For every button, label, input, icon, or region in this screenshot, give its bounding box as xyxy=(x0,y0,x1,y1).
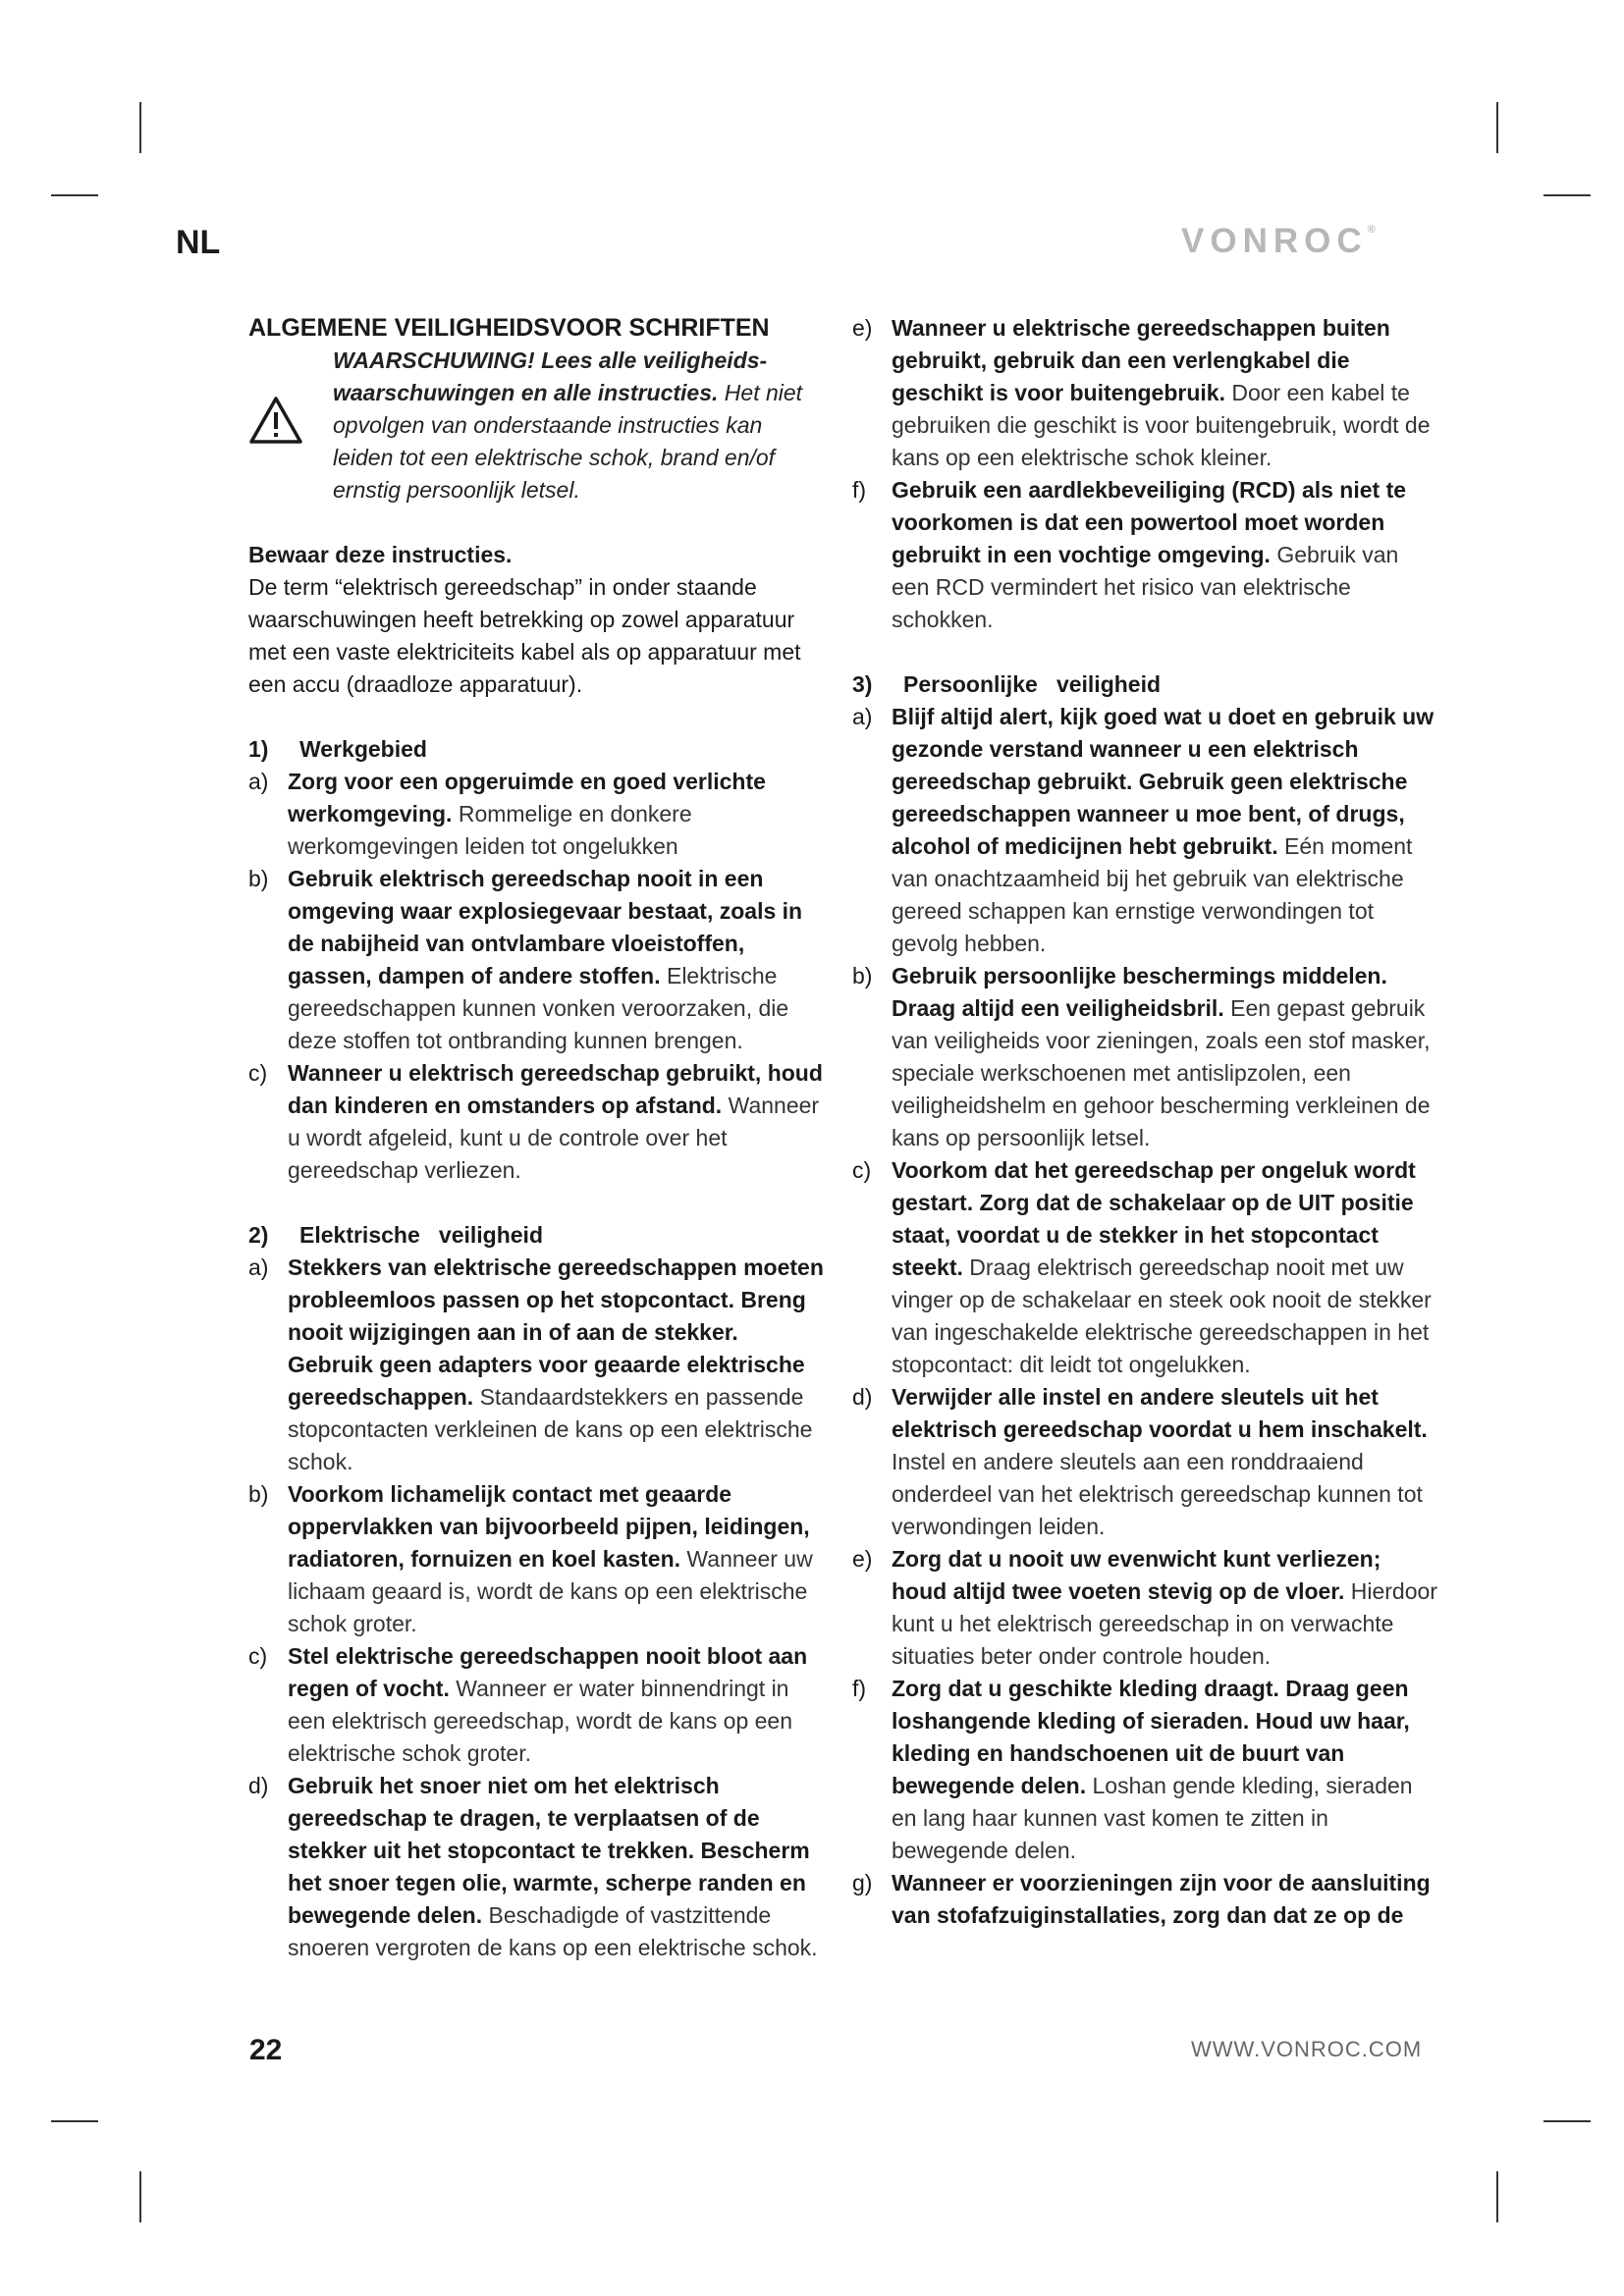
item-text: Elektrische gereedschappen kunnen vonken veroorzaken, die deze stoffen tot ontbranding kunnen brengen. xyxy=(288,963,789,1053)
right-column xyxy=(852,312,1441,1932)
left-column xyxy=(248,312,828,1964)
item-bold: Stekkers van elektrische gereedschappen moeten probleemloos passen op het stopcontact. Breng nooit wijzigingen aan in of aan de stekker. Gebruik geen adapters voor geaarde elektrische gereedschappen. xyxy=(288,1255,824,1410)
item-marker: d) xyxy=(248,1773,269,1798)
language-code: NL xyxy=(176,224,221,261)
section-heading: Werkgebied xyxy=(299,736,427,762)
item-text: Instel en andere sleutels aan een ronddraaiend onderdeel van het elektrisch gereedschap kunnen tot verwondingen leiden. xyxy=(892,1449,1423,1539)
item-text: Eén moment van onachtzaamheid bij het gebruik van elektrische gereed schappen kan ernstige verwondingen tot gevolg hebben. xyxy=(892,833,1413,956)
section-number: 3) xyxy=(852,671,873,697)
section-heading-work-area xyxy=(248,733,828,766)
item-text: Door een kabel te gebruiken die geschikt is voor buitengebruik, wordt de kans op een elektrische schok kleiner. xyxy=(892,380,1431,470)
item-bold: Wanneer u elektrisch gereedschap gebruikt, houd dan kinderen en omstanders op afstand. xyxy=(288,1060,823,1118)
list-item xyxy=(852,1673,1441,1867)
list-item xyxy=(248,863,828,1057)
item-bold: Verwijder alle instel en andere sleutels uit het elektrisch gereedschap voordat u hem inschakelt. xyxy=(892,1384,1428,1442)
section-heading: Persoonlijke veiligheid xyxy=(903,671,1162,697)
section-number: 2) xyxy=(248,1222,269,1248)
list-item xyxy=(248,1770,828,1964)
crop-mark xyxy=(1496,2171,1498,2222)
page-number: 22 xyxy=(249,2034,283,2066)
item-bold: Gebruik een aardlekbeveiliging (RCD) als niet te voorkomen is dat een powertool moet worden gebruikt in een vochtige omgeving. xyxy=(892,477,1407,567)
item-bold: Voorkom dat het gereedschap per ongeluk wordt gestart. Zorg dat de schakelaar op de UIT positie staat, voordat u de stekker in het stopcontact steekt. xyxy=(892,1157,1416,1280)
item-text: Wanneer er water binnendringt in een elektrisch gereedschap, wordt de kans op een elektrische schok groter. xyxy=(288,1676,792,1766)
brand-logo xyxy=(1181,222,1376,261)
item-bold: Zorg voor een opgeruimde en goed verlichte werkomgeving. xyxy=(288,769,766,827)
list-item xyxy=(248,1057,828,1187)
warning-block xyxy=(248,345,828,507)
item-bold: Zorg dat u nooit uw evenwicht kunt verliezen; houd altijd twee voeten stevig op de vloer. xyxy=(892,1546,1381,1604)
crop-mark xyxy=(51,194,98,196)
item-bold: Wanneer u elektrische gereedschappen buiten gebruikt, gebruik dan een verlengkabel die geschikt is voor buitengebruik. xyxy=(892,315,1390,405)
item-marker: c) xyxy=(248,1060,268,1086)
warning-body: Het niet opvolgen van onderstaande instructies kan leiden tot een elektrische schok, brand en/of ernstig persoonlijk letsel. xyxy=(333,380,803,503)
crop-mark xyxy=(1543,2120,1591,2122)
item-bold: Gebruik elektrisch gereedschap nooit in een omgeving waar explosiegevaar bestaat, zoals in de nabijheid van ontvlambare vloeistoffen, gassen, dampen of andere stoffen. xyxy=(288,866,803,988)
item-marker: f) xyxy=(852,1676,867,1701)
section-title: ALGEMENE VEILIGHEIDSVOOR SCHRIFTEN xyxy=(248,314,770,342)
crop-mark xyxy=(139,102,141,153)
warning-triangle-icon xyxy=(248,396,303,445)
crop-mark xyxy=(1496,102,1498,153)
list-item xyxy=(852,960,1441,1154)
list-item xyxy=(852,474,1441,636)
item-text: Hierdoor kunt u het elektrisch gereedschap in on verwachte situaties beter onder controle houden. xyxy=(892,1578,1437,1669)
list-item xyxy=(852,1543,1441,1673)
list-item xyxy=(852,701,1441,960)
item-marker: f) xyxy=(852,477,867,503)
item-text: Standaardstekkers en passende stopcontacten verkleinen de kans op een elektrische schok. xyxy=(288,1384,813,1474)
item-text: Wanneer uw lichaam geaard is, wordt de kans op een elektrische schok groter. xyxy=(288,1546,813,1636)
item-marker: g) xyxy=(852,1870,873,1896)
item-bold: Gebruik persoonlijke beschermings middelen. Draag altijd een veiligheidsbril. xyxy=(892,963,1387,1021)
item-marker: b) xyxy=(852,963,873,988)
warning-text xyxy=(333,345,828,507)
item-marker: c) xyxy=(248,1643,268,1669)
brand-name: VONROC xyxy=(1181,222,1368,260)
keep-instructions-text: De term “elektrisch gereedschap” in onder staande waarschuwingen heeft betrekking op zowel apparatuur met een vaste elektriciteits kabel als op apparatuur met een accu (draadloze apparatuur). xyxy=(248,574,801,697)
item-bold: Wanneer er voorzieningen zijn voor de aansluiting van stofafzuiginstallaties, zorg dan dat ze op de xyxy=(892,1870,1431,1928)
item-text: Loshan gende kleding, sieraden en lang haar kunnen vast komen te zitten in bewegende delen. xyxy=(892,1773,1413,1863)
section-heading-electrical-safety xyxy=(248,1219,828,1252)
item-marker: a) xyxy=(852,704,873,729)
item-marker: d) xyxy=(852,1384,873,1410)
item-text: Een gepast gebruik van veiligheids voor zieningen, zoals een stof masker, speciale werkschoenen met antislipzolen, een veiligheidshelm en gehoor bescherming verkleinen de kans op persoonlijk letsel. xyxy=(892,995,1431,1150)
item-bold: Blijf altijd alert, kijk goed wat u doet en gebruik uw gezonde verstand wanneer u een elektrisch gereedschap gebruikt. Gebruik geen elektrische gereedschappen wanneer u moe bent, of drugs, alcohol of medicijnen hebt gebruikt. xyxy=(892,704,1435,859)
item-marker: a) xyxy=(248,1255,269,1280)
section-heading-personal-safety xyxy=(852,668,1441,701)
list-item xyxy=(852,1154,1441,1381)
list-item xyxy=(852,1867,1441,1932)
item-marker: e) xyxy=(852,1546,873,1572)
item-bold: Zorg dat u geschikte kleding draagt. Draag geen loshangende kleding of sieraden. Houd uw haar, kleding en handschoenen uit de buurt van bewegende delen. xyxy=(892,1676,1410,1798)
crop-mark xyxy=(51,2120,98,2122)
item-bold: Stel elektrische gereedschappen nooit bloot aan regen of vocht. xyxy=(288,1643,808,1701)
item-text: Wanneer u wordt afgeleid, kunt u de controle over het gereedschap verliezen. xyxy=(288,1093,820,1183)
item-text: Draag elektrisch gereedschap nooit met uw vinger op de schakelaar en steek ook nooit de stekker van ingeschakelde elektrische gereedschappen in het stopcontact: dit leidt tot ongelukken. xyxy=(892,1255,1432,1377)
list-item xyxy=(852,1381,1441,1543)
item-bold: Voorkom lichamelijk contact met geaarde oppervlakken van bijvoorbeeld pijpen, leidingen, radiatoren, fornuizen en koel kasten. xyxy=(288,1481,810,1572)
website-url: WWW.VONROC.COM xyxy=(1191,2037,1423,2061)
crop-mark xyxy=(1543,194,1591,196)
list-item xyxy=(248,1478,828,1640)
list-item xyxy=(248,1252,828,1478)
list-item xyxy=(248,1640,828,1770)
section-heading: Elektrische veiligheid xyxy=(299,1222,543,1248)
item-marker: b) xyxy=(248,866,269,891)
registered-mark: ® xyxy=(1367,224,1376,236)
item-bold: Gebruik het snoer niet om het elektrisch gereedschap te dragen, te verplaatsen of de stekker uit het stopcontact te trekken. Bescherm het snoer tegen olie, warmte, scherpe randen en bewegende delen. xyxy=(288,1773,810,1928)
item-text: Rommelige en donkere werkomgevingen leiden tot ongelukken xyxy=(288,801,692,859)
item-marker: a) xyxy=(248,769,269,794)
section-number: 1) xyxy=(248,736,269,762)
list-item xyxy=(852,312,1441,474)
keep-instructions-title: Bewaar deze instructies. xyxy=(248,542,513,567)
item-text: Beschadigde of vastzittende snoeren vergroten de kans op een elektrische schok. xyxy=(288,1902,818,1960)
list-item xyxy=(248,766,828,863)
item-marker: b) xyxy=(248,1481,269,1507)
crop-mark xyxy=(139,2171,141,2222)
item-marker: e) xyxy=(852,315,873,341)
item-text: Gebruik van een RCD vermindert het risico van elektrische schokken. xyxy=(892,542,1399,632)
warning-bold: WAARSCHUWING! Lees alle veiligheids- waarschuwingen en alle instructies. xyxy=(333,347,768,405)
item-marker: c) xyxy=(852,1157,872,1183)
